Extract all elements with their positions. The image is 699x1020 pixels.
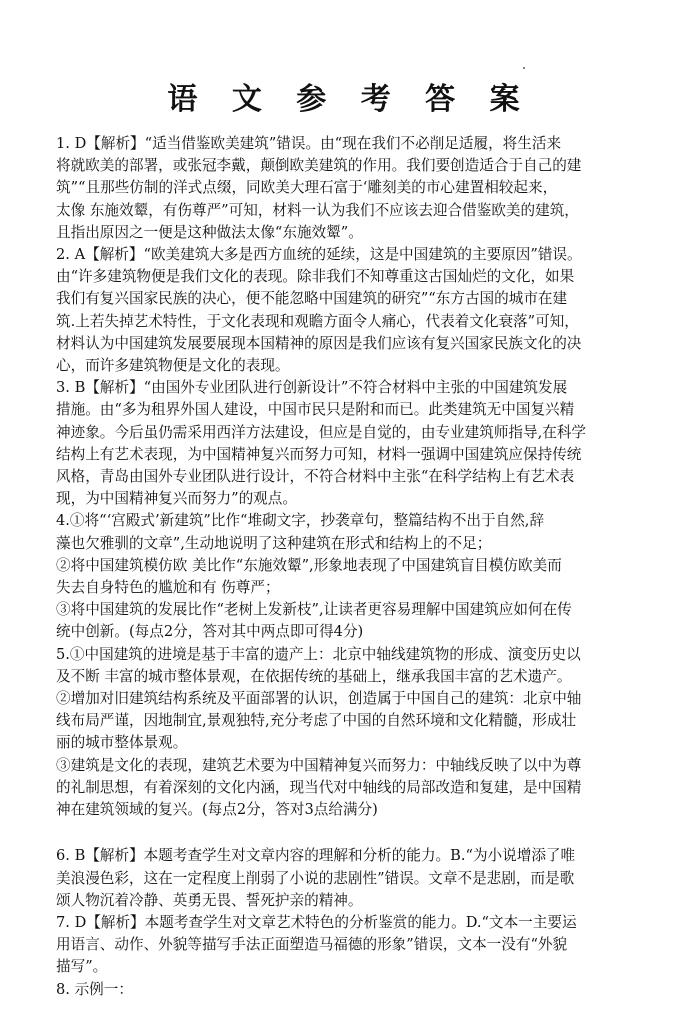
answer-line: 措施。由“多为租界外国人建设，中国市民只是附和而已。此类建筑无中国复兴精 — [56, 401, 575, 419]
answer-line: 丽的城市整体景观。 — [56, 734, 188, 752]
answer-line: 藻也欠雅驯的文章”,生动地说明了这种建筑在形式和结构上的不足； — [56, 534, 492, 552]
answer-line: 且指出原因之一便是这种做法太像“东施效颦”。 — [56, 223, 363, 241]
answer-line: 风格，青岛由国外专业团队进行设计，不符合材料中主张“在科学结构上有艺术表 — [56, 468, 575, 485]
answer-line: 太像 东施效颦，有伤尊严”可知，材料一认为我们不应该去迎合借鉴欧美的建筑， — [56, 201, 579, 219]
answer-line: 筑.上若失掉艺术特性，于文化表现和观瞻方面令人痛心，代表着文化衰落”可知， — [56, 312, 579, 330]
answer-line: 现，为中国精神复兴而努力”的观点。 — [56, 490, 297, 508]
answer-line: 美浪漫色彩，这在一定程度上削弱了小说的悲剧性”错误。文章不是悲剧，而是歌 — [56, 869, 575, 887]
answer-line: 5.①中国建筑的进境是基于丰富的遗产上：北京中轴线建筑物的形成、演变历史以 — [56, 645, 581, 663]
answer-line: 由“许多建筑物便是我们文化的表现。除非我们不知尊重这古国灿烂的文化，如果 — [56, 268, 575, 286]
answer-line: 心，而许多建筑物便是文化的表现。 — [56, 357, 290, 374]
answer-line: ②增加对旧建筑结构系统及平面部署的认识，创造属于中国自己的建筑：北京中轴 — [56, 690, 582, 707]
answer-line: 的礼制思想，有着深刻的文化内涵，现当代对中轴线的局部改造和复建，是中国精 — [56, 778, 582, 796]
answer-line: 失去自身特色的尴尬和有 伤尊严； — [56, 579, 280, 596]
answer-line: 线布局严谨，因地制宜,景观独特,充分考虑了中国的自然环境和文化精髓，形成壮 — [56, 712, 577, 730]
answer-line: ②将中国建筑模仿欧 美比作“东施效颦”,形象地表现了中国建筑盲目模仿欧美而 — [56, 556, 562, 574]
answer-line: 描写”。 — [56, 958, 108, 976]
answer-line: 3. B【解析】“由国外专业团队进行创新设计”不符合材料中主张的中国建筑发展 — [56, 379, 568, 397]
answer-line: 4.①将“‘宫殿式’新建筑”比作“堆砌文字，抄袭章句，整篇结构不出于自然,辞 — [56, 512, 545, 530]
answer-line: 颂人物沉着冷静、英勇无畏、誓死护亲的精神。 — [56, 891, 363, 909]
answer-line: 将就欧美的部署，或张冠李戴，颠倒欧美建筑的作用。我们要创造适合于自己的建 — [56, 157, 582, 175]
answer-line: 用语言、动作、外貌等描写手法正面塑造马福德的形象”错误，文本一没有“外貌 — [56, 936, 568, 954]
page-title: 语 文 参 考 答 案 — [167, 82, 532, 117]
answer-line: 8. 示例一： — [56, 980, 133, 998]
blank-line — [56, 821, 646, 843]
answer-line: ③将中国建筑的发展比作“老树上发新枝”,让读者更容易理解中国建筑应如何在传 — [56, 601, 572, 619]
answer-line: 6. B【解析】本题考查学生对文章内容的理解和分析的能力。B.“为小说增添了唯 — [56, 847, 576, 865]
answer-line: 神在建筑领域的复兴。(每点2分，答对3点给满分) — [56, 801, 378, 818]
answer-line: 我们有复兴国家民族的决心，便不能忽略中国建筑的研究”“东方古国的城市在建 — [56, 290, 568, 308]
answer-line: 及不断 丰富的城市整体景观，在依据传统的基础上，继承我国丰富的艺术遗产。 — [56, 667, 572, 685]
answer-line: 结构上有艺术表现，为中国精神复兴而努力可知，材料一强调中国建筑应保持传统 — [56, 445, 582, 463]
answer-line: 2. A【解析】“欧美建筑大多是西方血统的延续，这是中国建筑的主要原因”错误。 — [56, 246, 582, 263]
answer-line: 统中创新。(每点2分，答对其中两点即可得4分) — [56, 623, 364, 641]
answer-line: 7. D【解析】本题考查学生对文章艺术特色的分析鉴赏的能力。D.“文本一主要运 — [56, 914, 577, 931]
scan-dot — [523, 67, 525, 69]
answer-line: 神迹象。今后虽仍需采用西洋方法建设，但应是自觉的，由专业建筑师指导,在科学 — [56, 423, 587, 441]
answer-line: 1. D【解析】“适当借鉴欧美建筑”错误。由“现在我们不必削足适履，将生活来 — [56, 135, 562, 152]
answer-line: 材料认为中国建筑发展要展现本国精神的原因是我们应该有复兴国家民族文化的决 — [56, 334, 582, 352]
answer-line: ③建筑是文化的表现，建筑艺术要为中国精神复兴而努力：中轴线反映了以中为尊 — [56, 756, 582, 774]
answer-line: 筑”“且那些仿制的洋式点缀，同欧美大理石富于‘雕刻美的市心建置相较起来， — [56, 179, 558, 197]
